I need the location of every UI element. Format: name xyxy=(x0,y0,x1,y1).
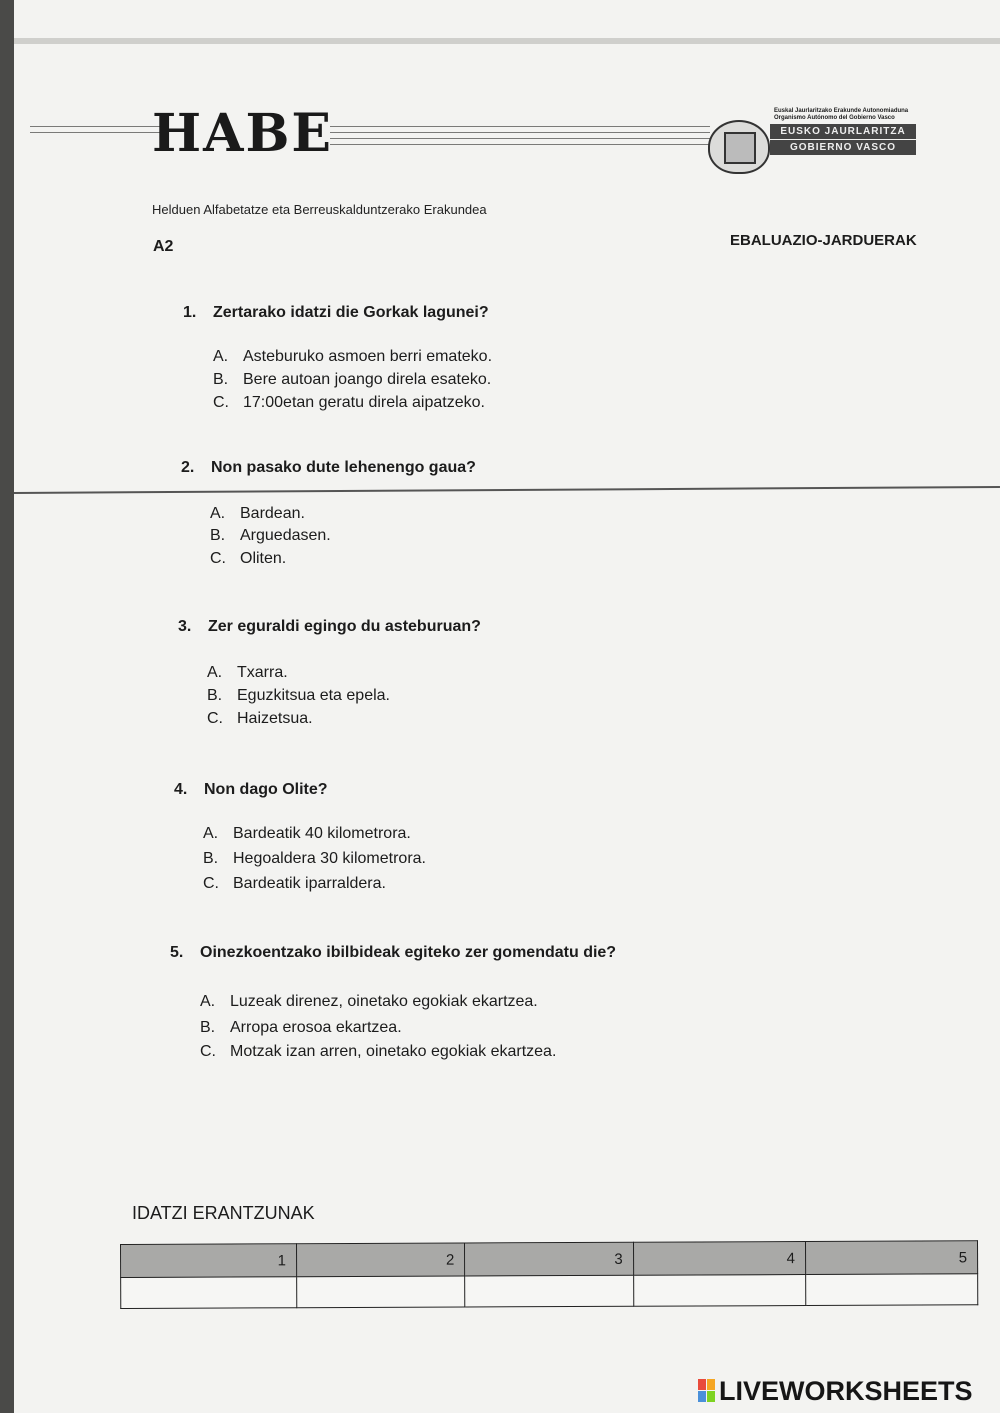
option-text: Asteburuko asmoen berri emateko. xyxy=(243,348,493,365)
header-rule xyxy=(330,138,710,139)
question-3 xyxy=(178,618,481,636)
question-text: Zer eguraldi egingo du asteburuan? xyxy=(208,618,481,635)
answer-column-header-2: 2 xyxy=(296,1243,465,1277)
option-text: Oliten. xyxy=(240,550,287,567)
answer-input-1[interactable] xyxy=(121,1277,296,1308)
question-1-option-a xyxy=(213,348,492,366)
question-1 xyxy=(183,304,489,322)
question-3-option-a xyxy=(207,664,288,682)
liveworksheets-logo-icon xyxy=(698,1379,716,1403)
question-2-option-c xyxy=(210,550,286,568)
logo-square xyxy=(707,1379,715,1390)
question-1-option-c xyxy=(213,394,485,412)
gov-name-es: GOBIERNO VASCO xyxy=(770,140,916,155)
header-rule xyxy=(330,132,710,133)
option-letter: C. xyxy=(207,710,223,727)
answers-header-row xyxy=(121,1241,978,1278)
answer-input-3[interactable] xyxy=(465,1276,633,1307)
organization-subtitle: Helduen Alfabetatze eta Berreuskalduntzerako Erakundea xyxy=(152,202,487,217)
logo-square xyxy=(707,1391,715,1402)
answer-cell-3 xyxy=(465,1275,634,1307)
question-number: 5. xyxy=(170,944,184,961)
answers-input-row xyxy=(121,1274,978,1309)
answer-cell-4 xyxy=(633,1275,805,1307)
page-fold-line xyxy=(14,486,1000,494)
answer-input-2[interactable] xyxy=(297,1276,465,1307)
question-5-option-a xyxy=(200,993,538,1011)
gov-caption xyxy=(774,108,908,122)
option-text: Bardeatik 40 kilometrora. xyxy=(233,825,411,842)
answer-cell-2 xyxy=(296,1276,465,1308)
option-letter: A. xyxy=(203,825,219,842)
liveworksheets-watermark xyxy=(698,1376,973,1407)
answers-table xyxy=(120,1240,978,1309)
answers-title: IDATZI ERANTZUNAK xyxy=(132,1203,315,1223)
answer-column-header-4: 4 xyxy=(633,1242,805,1276)
answer-input-5[interactable] xyxy=(806,1274,977,1305)
option-letter: C. xyxy=(213,394,229,411)
answer-input-4[interactable] xyxy=(634,1275,805,1306)
header-rule xyxy=(30,132,160,133)
question-2-option-b xyxy=(210,527,331,545)
answer-cell-1 xyxy=(121,1277,297,1309)
question-4-option-a xyxy=(203,825,411,843)
option-letter: B. xyxy=(200,1019,216,1036)
option-text: Luzeak direnez, oinetako egokiak ekartzea. xyxy=(230,993,538,1010)
option-letter: A. xyxy=(213,348,229,365)
question-4-option-c xyxy=(203,875,386,893)
question-2-option-a xyxy=(210,505,305,523)
answer-column-header-5: 5 xyxy=(805,1241,977,1275)
page-binding-edge xyxy=(0,0,14,1413)
question-text: Non dago Olite? xyxy=(204,781,328,798)
activity-type-label: EBALUAZIO-JARDUERAK xyxy=(730,232,917,249)
habe-logo: HABE xyxy=(152,103,334,164)
option-letter: B. xyxy=(207,687,223,704)
header-rule xyxy=(30,126,160,127)
option-text: Eguzkitsua eta epela. xyxy=(237,687,390,704)
option-letter: B. xyxy=(213,371,229,388)
question-3-option-b xyxy=(207,687,390,705)
option-letter: B. xyxy=(203,850,219,867)
coat-of-arms-icon xyxy=(708,120,770,174)
question-text: Zertarako idatzi die Gorkak lagunei? xyxy=(213,304,489,321)
question-number: 3. xyxy=(178,618,192,635)
question-5 xyxy=(170,944,616,962)
basque-government-logo xyxy=(708,108,918,172)
question-5-option-b xyxy=(200,1019,402,1037)
logo-square xyxy=(698,1379,706,1390)
gov-name-eu: EUSKO JAURLARITZA xyxy=(770,124,916,139)
answer-column-header-3: 3 xyxy=(465,1242,634,1276)
question-4 xyxy=(174,781,328,799)
gov-caption-line: Organismo Autónomo del Gobierno Vasco xyxy=(774,115,895,121)
question-2 xyxy=(181,459,476,477)
header-rule xyxy=(330,126,710,127)
answer-cell-5 xyxy=(805,1274,977,1306)
option-letter: A. xyxy=(207,664,223,681)
question-5-option-c xyxy=(200,1043,556,1061)
question-4-option-b xyxy=(203,850,426,868)
option-letter: C. xyxy=(200,1043,216,1060)
option-text: Arguedasen. xyxy=(240,527,331,544)
level-label: A2 xyxy=(153,238,174,255)
question-number: 4. xyxy=(174,781,188,798)
gov-caption-line: Euskal Jaurlaritzako Erakunde Autonomiaduna xyxy=(774,108,909,114)
option-letter: A. xyxy=(200,993,216,1010)
header-rule xyxy=(330,144,710,145)
question-number: 1. xyxy=(183,304,197,321)
option-text: Hegoaldera 30 kilometrora. xyxy=(233,850,426,867)
option-text: Haizetsua. xyxy=(237,710,313,727)
coat-of-arms-shield xyxy=(724,132,756,164)
option-letter: B. xyxy=(210,527,226,544)
option-letter: C. xyxy=(210,550,226,567)
option-text: 17:00etan geratu direla aipatzeko. xyxy=(243,394,485,411)
option-text: Txarra. xyxy=(237,664,288,681)
option-text: Bardean. xyxy=(240,505,305,522)
question-1-option-b xyxy=(213,371,491,389)
option-text: Bere autoan joango direla esateko. xyxy=(243,371,492,388)
question-text: Oinezkoentzako ibilbideak egiteko zer gomendatu die? xyxy=(200,944,617,961)
watermark-text: LIVEWORKSHEETS xyxy=(719,1376,973,1406)
option-text: Motzak izan arren, oinetako egokiak ekartzea. xyxy=(230,1043,557,1060)
page-top-shadow xyxy=(14,38,1000,44)
question-3-option-c xyxy=(207,710,313,728)
option-text: Bardeatik iparraldera. xyxy=(233,875,386,892)
option-text: Arropa erosoa ekartzea. xyxy=(230,1019,402,1036)
option-letter: C. xyxy=(203,875,219,892)
question-text: Non pasako dute lehenengo gaua? xyxy=(211,459,476,476)
logo-square xyxy=(698,1391,706,1402)
option-letter: A. xyxy=(210,505,226,522)
answer-column-header-1: 1 xyxy=(121,1244,297,1278)
question-number: 2. xyxy=(181,459,195,476)
